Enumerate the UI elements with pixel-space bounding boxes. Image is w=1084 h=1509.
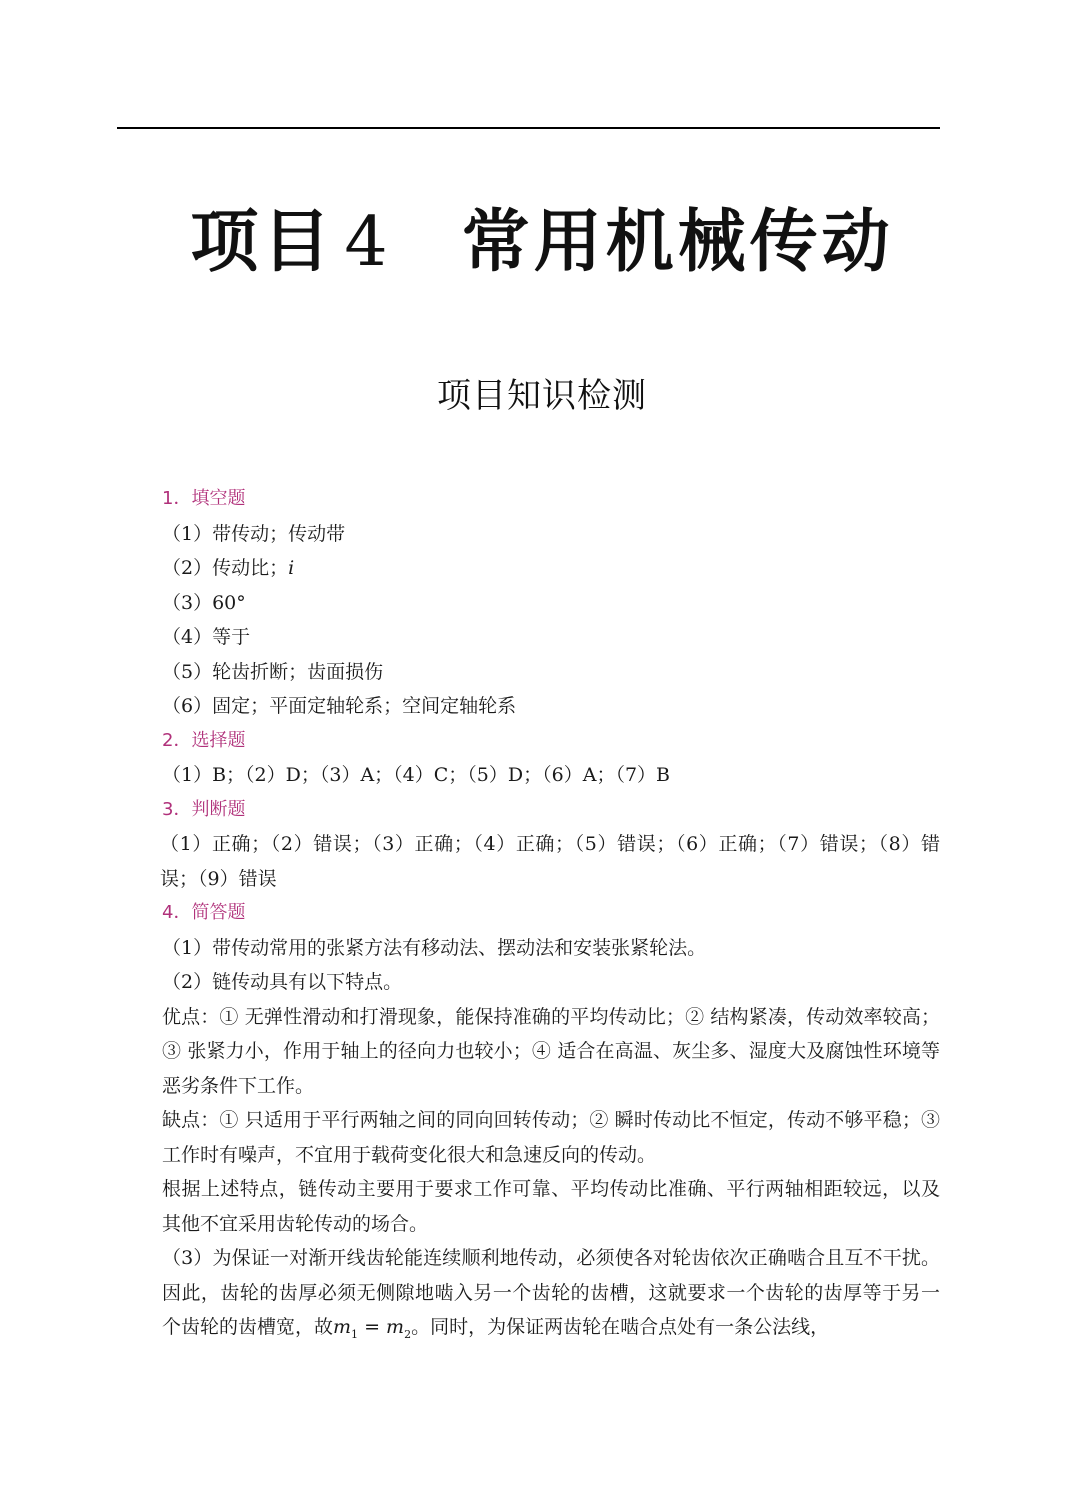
section-title: 项目知识检测 <box>437 376 647 416</box>
short-answer-q3-tail: 。同时，为保证两齿轮在啮合点处有一条公法线， <box>411 1316 830 1338</box>
choice-heading: 2．选择题 <box>162 729 246 751</box>
formula-rhs: m <box>386 1316 405 1338</box>
content <box>120 482 940 1352</box>
fill-blank-item-5: （5）轮齿折断；齿面损伤 <box>162 660 384 683</box>
fill-blank-item-6: （6）固定；平面定轴轮系；空间定轴轮系 <box>162 695 517 717</box>
short-answer-application: 根据上述特点，链传动主要用于要求工作可靠、平均传动比准确、平行两轴相距较远，以及其他不宜采用齿轮传动的场合。 <box>162 1178 940 1235</box>
short-answer-heading: 4．简答题 <box>162 902 246 923</box>
formula-lhs: m <box>333 1316 352 1338</box>
chapter-label: 项目 <box>190 203 335 282</box>
fill-blank-item-4: （4）等于 <box>162 626 251 648</box>
fill-blank-item-2-text: （2）传动比； <box>162 557 289 579</box>
formula-eq: = <box>358 1316 387 1338</box>
fill-blank-item-3: （3）60° <box>162 591 246 614</box>
fill-blank-item-2 <box>120 551 940 586</box>
short-answer-q3-text: （3）为保证一对渐开线齿轮能连续顺利地传动，必须使各对轮齿依次正确啮合且互不干扰。因此，齿轮的齿厚必须无侧隙地啮入另一个齿轮的齿槽，这就要求一个齿轮的齿厚等于另一个齿轮的齿槽宽，故 <box>162 1247 940 1338</box>
short-answer-disadvantages: 缺点：① 只适用于平行两轴之间的同向回转传动；② 瞬时传动比不恒定，传动不够平稳；③ 工作时有噪声，不宜用于载荷变化很大和急速反向的传动。 <box>162 1109 940 1166</box>
short-answer-advantages: 优点：① 无弹性滑动和打滑现象，能保持准确的平均传动比；② 结构紧凑，传动效率较高；③ 张紧力小，作用于轴上的径向力也较小；④ 适合在高温、灰尘多、湿度大及腐蚀性环境等恶劣条件下工作。 <box>162 1005 940 1097</box>
top-rule <box>117 127 940 129</box>
judgment-heading: 3．判断题 <box>162 798 246 820</box>
short-answer-q2-intro: （2）链传动具有以下特点。 <box>162 971 403 993</box>
judgment-answers: （1）正确；（2）错误；（3）正确；（4）正确；（5）错误；（6）正确；（7）错误；（8）错误；（9）错误 <box>160 833 940 890</box>
ratio-symbol: i <box>288 557 295 579</box>
formula-lhs-sub: 1 <box>351 1327 359 1341</box>
fill-blank-item-1: （1）带传动；传动带 <box>162 522 346 545</box>
short-answer-q3 <box>120 1241 940 1352</box>
short-answer-q1: （1）带传动常用的张紧方法有移动法、摆动法和安装张紧轮法。 <box>162 936 707 959</box>
chapter-number: 4 <box>344 203 392 282</box>
chapter-name: 常用机械传动 <box>461 203 894 282</box>
formula-rhs-sub: 2 <box>404 1327 412 1341</box>
fill-blank-heading: 1．填空题 <box>162 488 246 509</box>
chapter-title <box>0 188 1084 285</box>
choice-answers: （1）B；（2）D；（3）A；（4）C；（5）D；（6）A；（7）B <box>162 764 670 786</box>
